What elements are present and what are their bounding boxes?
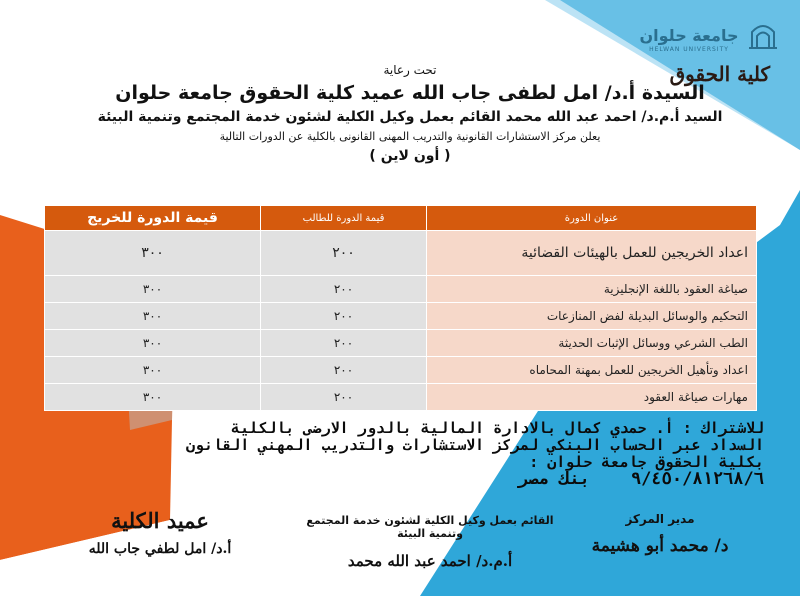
- course-title-cell: التحكيم والوسائل البديلة لفض المنازعات: [427, 303, 757, 330]
- student-fee-cell: ٢٠٠: [261, 276, 427, 303]
- header-student-fee: قيمة الدورة للطالب: [261, 206, 427, 231]
- student-fee-cell: ٢٠٠: [261, 231, 427, 276]
- course-title-cell: اعداد الخريجين للعمل بالهيئات القضائية: [427, 231, 757, 276]
- graduate-fee-cell: ٣٠٠: [45, 303, 261, 330]
- header-graduate-fee: قيمة الدورة للخريج: [45, 206, 261, 231]
- table-row: [45, 384, 757, 411]
- course-title-cell: صياغة العقود باللغة الإنجليزية: [427, 276, 757, 303]
- course-title-cell: الطب الشرعي ووسائل الإثبات الحديثة: [427, 330, 757, 357]
- vice-dean-role: القائم بعمل وكيل الكلية لشئون خدمة المجتمع وتنمية البيئة: [306, 514, 554, 540]
- payment-info: [24, 420, 764, 488]
- faculty-title: كلية الحقوق: [669, 62, 770, 86]
- student-fee-cell: ٢٠٠: [261, 357, 427, 384]
- logo-text: جامعة حلوان: [639, 26, 739, 45]
- student-fee-cell: ٢٠٠: [261, 384, 427, 411]
- patronage-line: تحت رعاية: [383, 63, 437, 77]
- dean-role: عميد الكلية: [111, 508, 209, 533]
- account-number: ٩/٤٥٠/٨١٢٦٨/٦: [630, 469, 764, 489]
- university-logo: [634, 8, 784, 58]
- patron-line: السيدة أ.د/ امل لطفى جاب الله عميد كلية الحقوق جامعة حلوان: [115, 82, 705, 104]
- vice-dean-line: السيد أ.م.د/ احمد عبد الله محمد القائم بعمل وكيل الكلية لشئون خدمة المجتمع وتنمية البيئة: [97, 109, 723, 125]
- graduate-fee-cell: ٣٠٠: [45, 357, 261, 384]
- header: [90, 60, 730, 166]
- faculty-line: بكلية الحقوق جامعة حلوان :: [529, 453, 764, 471]
- graduate-fee-cell: ٣٠٠: [45, 384, 261, 411]
- bank-name: بنك مصر: [518, 469, 590, 489]
- courses-table: [44, 205, 757, 411]
- student-fee-cell: ٢٠٠: [261, 303, 427, 330]
- bank-transfer-line: السداد عبر الحساب البنكي لمركز الاستشارات والتدريب المهني القانون: [186, 436, 764, 454]
- center-director-name: د/ محمد أبو هشيمة: [591, 536, 729, 556]
- dean-name: أ.د/ امل لطفي جاب الله: [88, 541, 232, 557]
- table-row: [45, 303, 757, 330]
- signature-vice-dean: [300, 514, 560, 570]
- logo-subtitle: HELWAN UNIVERSITY: [649, 46, 729, 53]
- signature-center-director: [560, 512, 760, 556]
- table-row: [45, 357, 757, 384]
- registration-line: للاشتراك : أ. حمدي كمال بالادارة المالية بالدور الارضى بالكلية: [231, 419, 764, 437]
- vice-dean-name: أ.م.د/ احمد عبد الله محمد: [347, 552, 513, 570]
- online-label: ( أون لاين ): [369, 148, 451, 164]
- graduate-fee-cell: ٣٠٠: [45, 330, 261, 357]
- university-emblem-icon: [746, 18, 780, 52]
- table-row: [45, 276, 757, 303]
- table-row: [45, 231, 757, 276]
- center-director-role: مدير المركز: [625, 512, 695, 526]
- table-row: [45, 330, 757, 357]
- header-course-title: عنوان الدورة: [427, 206, 757, 231]
- student-fee-cell: ٢٠٠: [261, 330, 427, 357]
- course-title-cell: اعداد وتأهيل الخريجين للعمل بمهنة المحاماه: [427, 357, 757, 384]
- table-header-row: [45, 206, 757, 231]
- announcement-line: يعلن مركز الاستشارات القانونية والتدريب المهنى القانونى بالكلية عن الدورات التالية: [219, 130, 601, 143]
- signature-dean: [40, 508, 280, 557]
- account-line: [24, 471, 764, 488]
- graduate-fee-cell: ٣٠٠: [45, 231, 261, 276]
- graduate-fee-cell: ٣٠٠: [45, 276, 261, 303]
- course-title-cell: مهارات صياغة العقود: [427, 384, 757, 411]
